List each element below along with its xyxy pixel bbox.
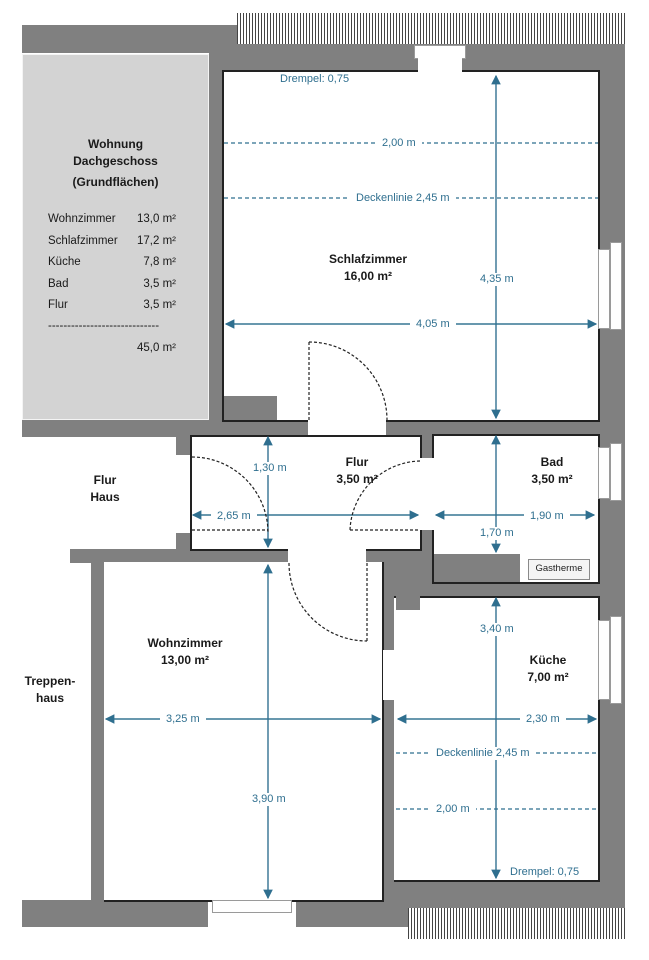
legend-row: Bad 3,5 m²	[48, 278, 176, 290]
room-area: 13,00 m²	[160, 653, 210, 667]
legend-row: Küche 7,8 m²	[48, 256, 176, 268]
room-name: Schlafzimmer	[328, 252, 408, 266]
room-area: 3,50 m²	[336, 472, 378, 486]
room-area: 16,00 m²	[343, 269, 393, 283]
dim-kueche-deckenlinie: Deckenlinie 2,45 m	[430, 747, 536, 760]
dim-bad-height: 1,70 m	[474, 527, 520, 540]
dim-schlaf-deckenlinie: Deckenlinie 2,45 m	[350, 192, 456, 205]
legend-separator: -----------------------------	[48, 320, 160, 332]
dim-schlaf-2m: 2,00 m	[376, 137, 422, 150]
dim-kueche-width: 2,30 m	[520, 713, 566, 726]
room-area: 3,50 m²	[531, 472, 573, 486]
room-label-bad	[522, 454, 582, 488]
legend-row: Wohnzimmer 13,0 m²	[48, 213, 176, 225]
room-name: Bad	[540, 455, 564, 469]
room-area: 7,00 m²	[527, 670, 569, 684]
room-label-flur	[322, 454, 392, 488]
room-name: Wohnzimmer	[147, 636, 223, 650]
legend-row: Flur 3,5 m²	[48, 299, 176, 311]
dim-kueche-height: 3,40 m	[474, 623, 520, 636]
dim-wohn-width: 3,25 m	[160, 713, 206, 726]
dim-schlaf-height: 4,35 m	[474, 273, 520, 286]
legend-title-2: Dachgeschoss	[73, 154, 158, 168]
label-treppenhaus: Treppen- haus	[24, 674, 76, 705]
dim-schlaf-drempel: Drempel: 0,75	[280, 73, 350, 85]
room-name: Flur	[345, 455, 369, 469]
legend-title-3: (Grundflächen)	[72, 175, 159, 189]
gastherme-box: Gastherme	[528, 559, 590, 580]
dim-flur-height: 1,30 m	[247, 462, 293, 475]
room-label-wohnzimmer	[135, 635, 235, 669]
room-name: Küche	[529, 653, 567, 667]
dim-kueche-drempel: Drempel: 0,75	[510, 866, 580, 878]
room-label-kueche	[518, 652, 578, 686]
dim-kueche-2m: 2,00 m	[430, 803, 476, 816]
legend-row: Schlafzimmer 17,2 m²	[48, 235, 176, 247]
dim-wohn-height: 3,90 m	[246, 793, 292, 806]
dim-flur-width: 2,65 m	[211, 510, 257, 523]
dim-bad-width: 1,90 m	[524, 510, 570, 523]
label-flur-haus: Flur Haus	[90, 473, 120, 504]
legend-total: 45,0 m²	[137, 342, 176, 354]
legend-title-1: Wohnung	[87, 137, 144, 151]
room-label-schlafzimmer	[318, 251, 418, 285]
dim-schlaf-width: 4,05 m	[410, 318, 456, 331]
